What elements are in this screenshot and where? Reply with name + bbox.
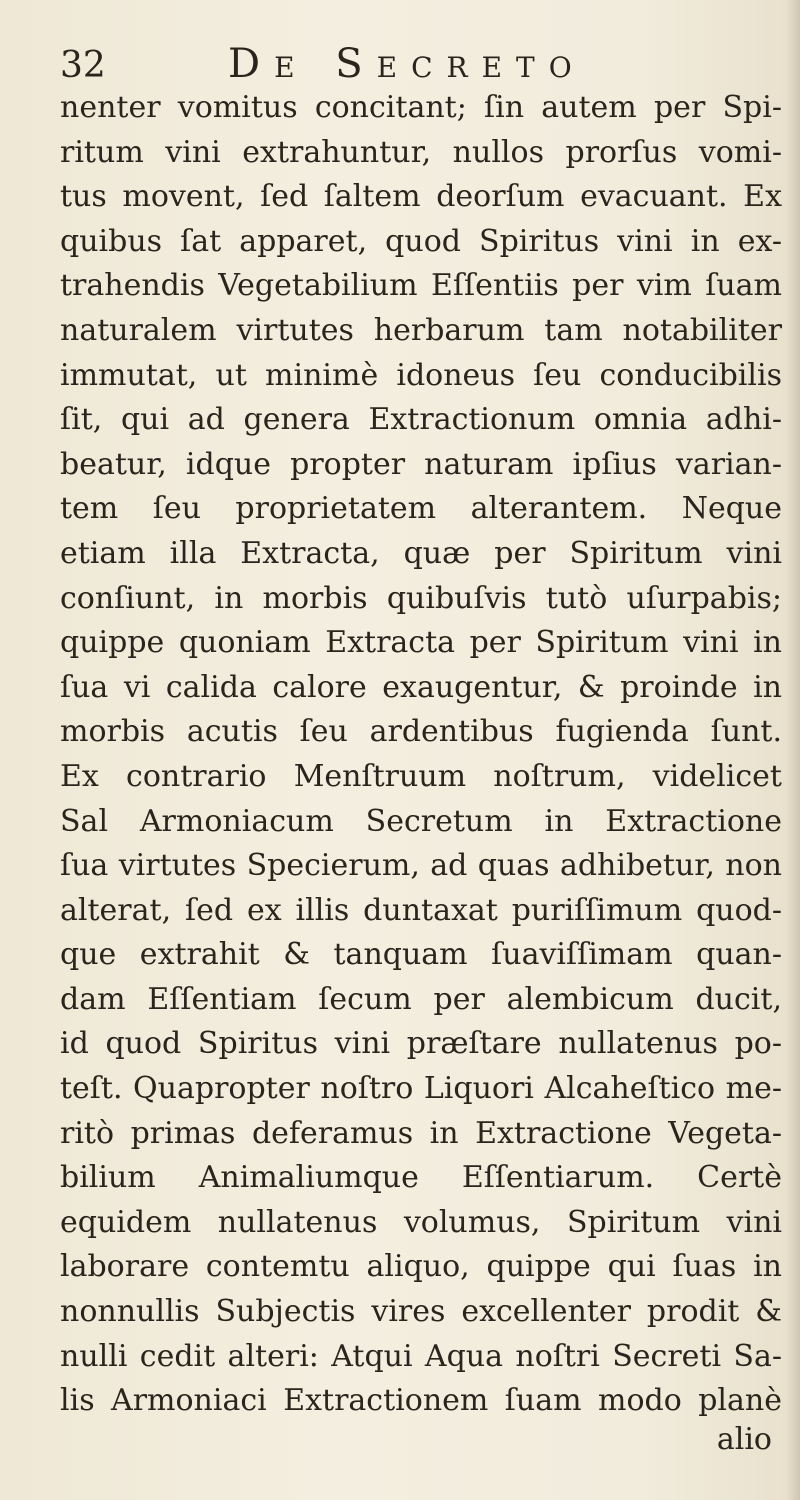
- text-line: ritò primas deferamus in Extractione Vegeta-: [60, 1115, 782, 1151]
- text-line: trahendis Vegetabilium Eſſentiis per vim ſuam: [60, 268, 782, 304]
- text-line: beatur, idque propter naturam ipſius varian-: [60, 446, 782, 482]
- text-line: quibus ſat apparet, quod Spiritus vini in ex-: [60, 223, 782, 259]
- text-line: lis Armoniaci Extractionem ſuam modo planè: [60, 1383, 782, 1419]
- text-line: dam Eſſentiam ſecum per alembicum ducit,: [60, 981, 782, 1017]
- text-line: conſiunt, in morbis quibuſvis tutò uſurpabis;: [60, 580, 782, 616]
- text-line: etiam illa Extracta, quæ per Spiritum vini: [60, 535, 782, 571]
- text-line: ritum vini extrahuntur, nullos prorſus vomi-: [60, 134, 782, 170]
- text-line: bilium Animaliumque Eſſentiarum. Certè: [60, 1160, 782, 1196]
- text-line: nulli cedit alteri: Atqui Aqua noſtri Secreti Sa-: [60, 1338, 782, 1374]
- text-line: laborare contemtu aliquo, quippe qui ſuas in: [60, 1249, 782, 1285]
- text-line: alterat, ſed ex illis duntaxat puriſſimum quod-: [60, 892, 782, 928]
- text-line: tem ſeu proprietatem alterantem. Neque: [60, 491, 782, 527]
- body-text: [60, 86, 782, 1424]
- catchword: alio: [716, 1422, 772, 1457]
- text-line: Sal Armoniacum Secretum in Extractione: [60, 803, 782, 839]
- text-line: teſt. Quapropter noſtro Liquori Alcaheſtico me-: [60, 1071, 782, 1107]
- text-line: nonnullis Subjectis vires excellenter prodit &: [60, 1294, 782, 1330]
- page-edge-shadow: [786, 0, 800, 1500]
- text-line: ſua virtutes Specierum, ad quas adhibetur, non: [60, 848, 782, 884]
- page-header: [60, 38, 760, 90]
- text-line: naturalem virtutes herbarum tam notabiliter: [60, 312, 782, 348]
- text-line: tus movent, ſed ſaltem deorſum evacuant. Ex: [60, 179, 782, 215]
- text-line: immutat, ut minimè idoneus ſeu conducibilis: [60, 357, 782, 393]
- text-line: morbis acutis ſeu ardentibus fugienda ſunt.: [60, 714, 782, 750]
- text-line: equidem nullatenus volumus, Spiritum vini: [60, 1204, 782, 1240]
- text-line: nenter vomitus concitant; ſin autem per Spi-: [60, 90, 782, 125]
- page-number: 32: [60, 45, 106, 86]
- text-line: ſua vi calida calore exaugentur, & proinde in: [60, 669, 782, 705]
- text-line: quippe quoniam Extracta per Spiritum vini in: [60, 625, 782, 661]
- running-title: De Secreto: [228, 41, 586, 87]
- text-line: ſit, qui ad genera Extractionum omnia adhi-: [60, 402, 782, 438]
- text-line: Ex contrario Menſtruum noſtrum, videlicet: [60, 758, 782, 794]
- text-line: id quod Spiritus vini præſtare nullatenus po-: [60, 1026, 782, 1062]
- text-line: que extrahit & tanquam ſuaviſſimam quan-: [60, 937, 782, 973]
